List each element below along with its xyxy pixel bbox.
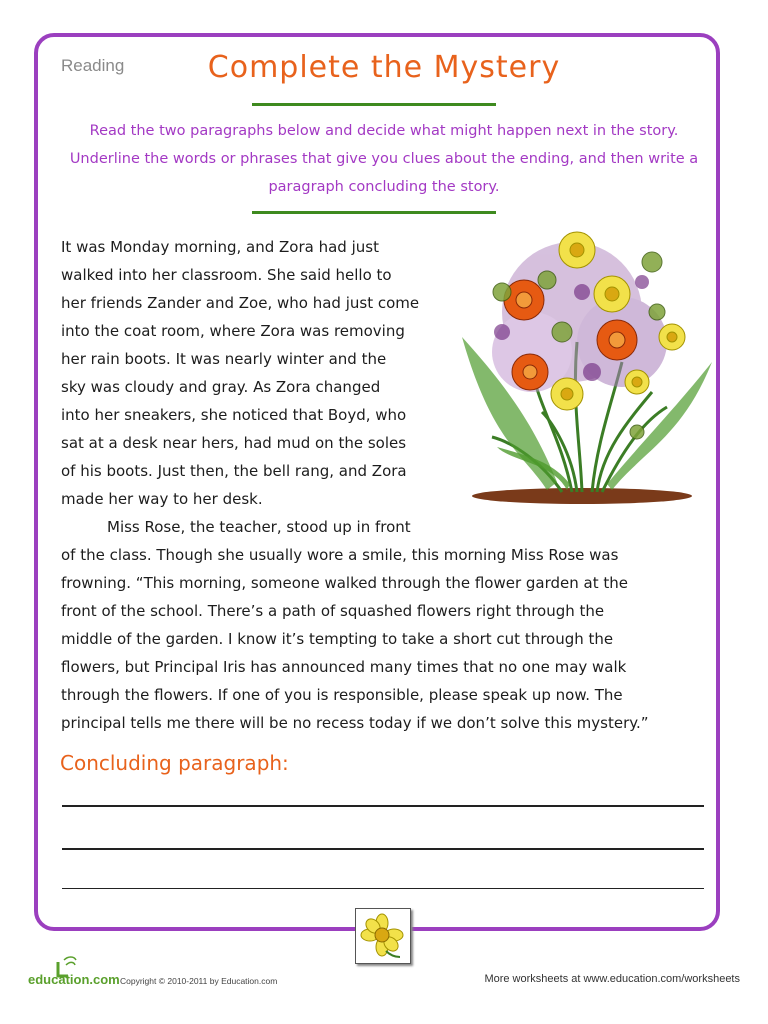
instructions: Read the two paragraphs below and decide what might happen next in the story. Underline the words or phrases that give you clues about the ending, and then write a paragraph concluding the story.: [69, 123, 699, 195]
story-line: through the flowers. If one of you is responsible, please speak up now. The: [61, 686, 623, 704]
story-line: Miss Rose, the teacher, stood up in front: [107, 518, 411, 536]
copyright-text: Copyright © 2010-2011 by Education.com: [120, 976, 278, 986]
daffodil-badge: [355, 908, 411, 964]
concluding-paragraph-label: Concluding paragraph:: [60, 751, 289, 775]
writing-line-3[interactable]: [62, 888, 704, 889]
story-line: sat at a desk near hers, had mud on the soles: [61, 434, 407, 452]
education-logo-text[interactable]: education.com: [28, 972, 120, 987]
story-line: of his boots. Just then, the bell rang, and Zora: [61, 462, 407, 480]
story-line: of the class. Though she usually wore a smile, this morning Miss Rose was: [61, 546, 619, 564]
story-line: her friends Zander and Zoe, who had just come: [61, 294, 420, 312]
story-line: principal tells me there will be no recess today if we don’t solve this mystery.”: [61, 714, 649, 732]
story-line: It was Monday morning, and Zora had just: [61, 238, 379, 256]
story-line: sky was cloudy and gray. As Zora changed: [61, 378, 381, 396]
flower-bouquet-illustration: [452, 222, 718, 512]
story-line: walked into her classroom. She said hello to: [61, 266, 392, 284]
writing-line-2[interactable]: [62, 848, 704, 850]
subject-label: Reading: [61, 56, 125, 75]
story-line: into her sneakers, she noticed that Boyd, who: [61, 406, 407, 424]
story-paragraph-2: [61, 513, 711, 737]
divider-top: [252, 103, 496, 106]
story-line: middle of the garden. I know it’s tempting to take a short cut through the: [61, 630, 614, 648]
story-paragraph-1: [61, 233, 461, 513]
writing-line-1[interactable]: [62, 805, 704, 807]
story-line: front of the school. There’s a path of squashed flowers right through the: [61, 602, 605, 620]
page-title: Complete the Mystery: [207, 50, 561, 85]
more-worksheets-link[interactable]: More worksheets at www.education.com/worksheets: [484, 973, 740, 985]
story-line: into the coat room, where Zora was removing: [61, 322, 405, 340]
story-line: her rain boots. It was nearly winter and the: [61, 350, 387, 368]
divider-bottom: [252, 211, 496, 214]
story-line: made her way to her desk.: [61, 490, 263, 508]
story-line: flowers, but Principal Iris has announced many times that no one may walk: [61, 658, 627, 676]
story-line: frowning. “This morning, someone walked through the flower garden at the: [61, 574, 628, 592]
daffodil-icon: [356, 909, 409, 962]
